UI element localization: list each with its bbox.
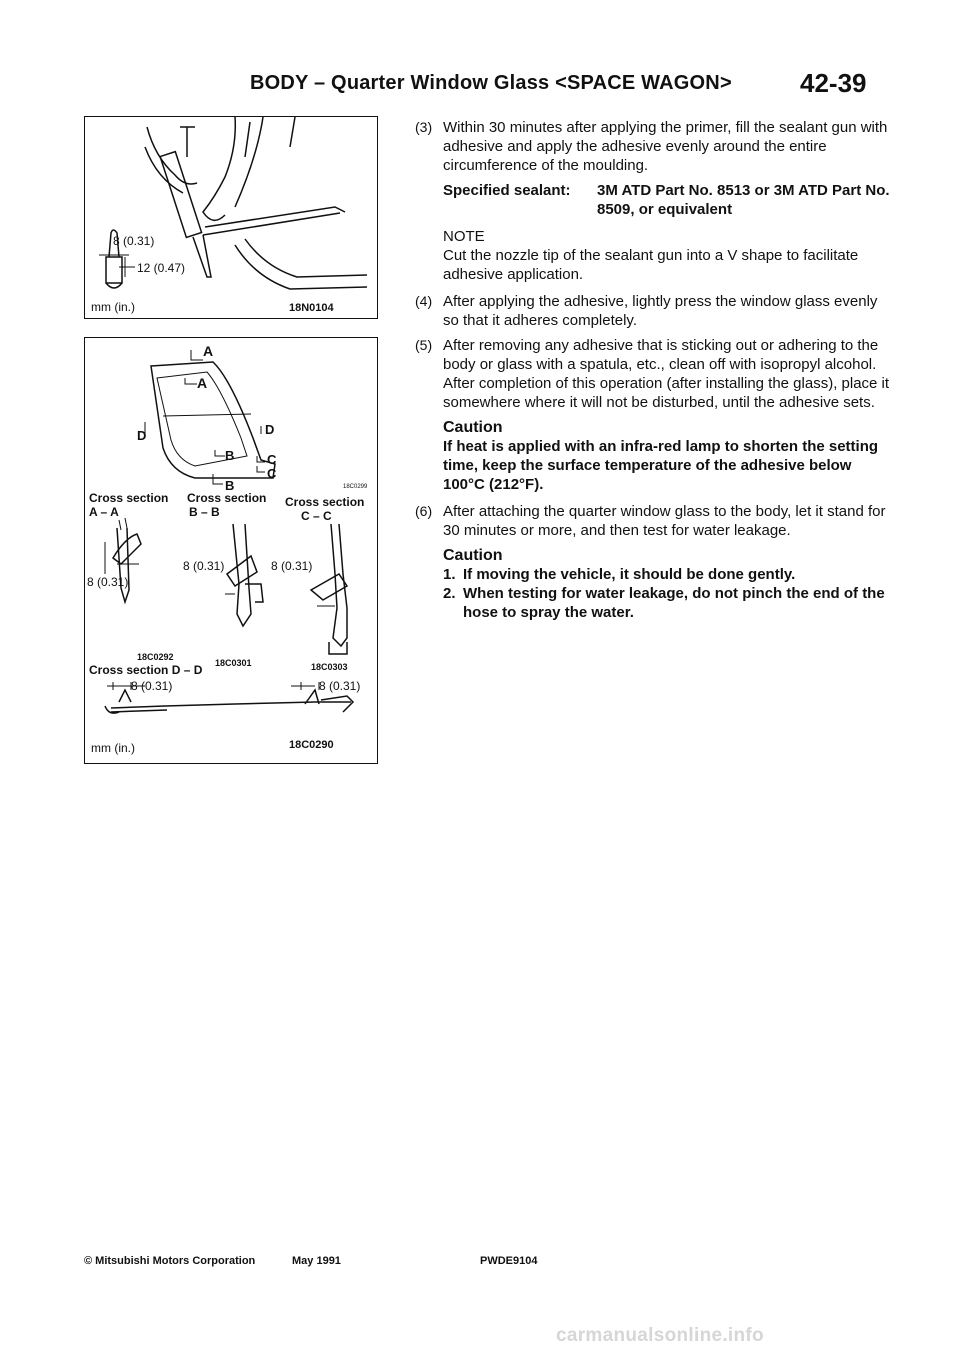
section-title: Cross section D – D — [89, 663, 203, 677]
caution-item-text: If moving the vehicle, it should be done gently. — [463, 566, 796, 583]
sealant-gun-illustration — [85, 117, 377, 318]
spec-value: 3M ATD Part No. 8513 or 3M ATD Part No. 8509, or equivalent — [597, 182, 890, 218]
section-mark-c: C — [267, 452, 277, 467]
figure-code-small: 18C0299 — [343, 484, 368, 490]
unit-label: mm (in.) — [91, 300, 135, 314]
figure-code: 18C0290 — [289, 739, 334, 751]
note — [415, 227, 890, 284]
figure-code: 18C0301 — [215, 658, 252, 668]
caution-item-text: When testing for water leakage, do not pinch the end of the hose to spray the water. — [463, 585, 885, 621]
dim-label: 8 (0.31) — [131, 679, 173, 693]
section-subtitle: A – A — [89, 505, 119, 519]
page-number: 42-39 — [800, 68, 867, 98]
caution-title: Caution — [443, 419, 503, 436]
step-text: After attaching the quarter window glass to the body, let it stand for 30 minutes or more, and then test for water leakage. — [443, 503, 886, 539]
section-mark-c: C — [267, 466, 277, 481]
caution-item-number: 1. — [443, 566, 456, 583]
section-title: Cross section — [89, 491, 169, 505]
note-title: NOTE — [443, 228, 485, 245]
step-number: (4) — [415, 293, 433, 309]
note-text: Cut the nozzle tip of the sealant gun into a V shape to facilitate adhesive application. — [443, 247, 859, 283]
step-6 — [415, 502, 890, 540]
copyright: © Mitsubishi Motors Corporation — [84, 1255, 256, 1267]
step-text: Within 30 minutes after applying the primer, fill the sealant gun with adhesive and apply the adhesive evenly around the entire circumference of the moulding. — [443, 119, 888, 174]
document-code: PWDE9104 — [480, 1255, 538, 1267]
spec-label: Specified sealant: — [443, 182, 571, 199]
section-title: Cross section — [285, 495, 365, 509]
caution-2 — [415, 546, 890, 622]
section-title: BODY – Quarter Window Glass <SPACE WAGON> — [250, 72, 732, 94]
unit-label: mm (in.) — [91, 741, 135, 755]
dim-label: 8 (0.31) — [113, 234, 155, 248]
cross-sections-illustration — [85, 338, 377, 763]
figure-code: 18C0292 — [137, 652, 174, 662]
step-number: (6) — [415, 503, 433, 519]
step-3 — [415, 118, 890, 175]
caution-text: If heat is applied with an infra-red lamp to shorten the setting time, keep the surface temperature of the adhesive below 100°C (212°F). — [443, 438, 879, 493]
dim-label: 8 (0.31) — [87, 575, 129, 589]
dim-label: 12 (0.47) — [137, 261, 186, 275]
step-4 — [415, 292, 890, 330]
section-mark-b: B — [225, 478, 235, 493]
caution-item-number: 2. — [443, 585, 456, 602]
dim-label: 8 (0.31) — [319, 679, 361, 693]
section-mark-b: B — [225, 448, 235, 463]
section-mark-a: A — [197, 375, 208, 391]
step-text: After removing any adhesive that is sticking out or adhering to the body or glass with a spatula, etc., clean off with isopropyl alcohol. — [443, 337, 879, 373]
procedure-text — [415, 118, 890, 630]
figure-code: 18C0303 — [311, 662, 348, 672]
section-mark-d: D — [137, 428, 147, 443]
figure-cross-sections — [84, 337, 378, 764]
caution-title: Caution — [443, 547, 503, 564]
step-text: After completion of this operation (after installing the glass), place it somewhere where it will not be disturbed, until the adhesive sets. — [443, 375, 890, 411]
step-number: (3) — [415, 119, 433, 135]
section-subtitle: C – C — [301, 509, 332, 523]
figure-code: 18N0104 — [289, 302, 334, 314]
section-subtitle: B – B — [189, 505, 220, 519]
caution-item — [443, 565, 890, 584]
caution-item — [443, 584, 890, 622]
step-5 — [415, 336, 890, 412]
dim-label: 8 (0.31) — [271, 559, 313, 573]
page-header — [0, 62, 960, 102]
step-number: (5) — [415, 337, 433, 353]
watermark: carmanualsonline.info — [556, 1325, 764, 1346]
dim-label: 8 (0.31) — [183, 559, 225, 573]
publication-date: May 1991 — [292, 1255, 341, 1267]
section-title: Cross section — [187, 491, 267, 505]
step-text: After applying the adhesive, lightly press the window glass evenly so that it adheres completely. — [443, 293, 878, 329]
caution-1 — [415, 418, 890, 494]
section-mark-d: D — [265, 422, 275, 437]
section-mark-a: A — [203, 343, 214, 359]
figure-sealant-gun — [84, 116, 378, 319]
specified-sealant — [415, 181, 890, 219]
